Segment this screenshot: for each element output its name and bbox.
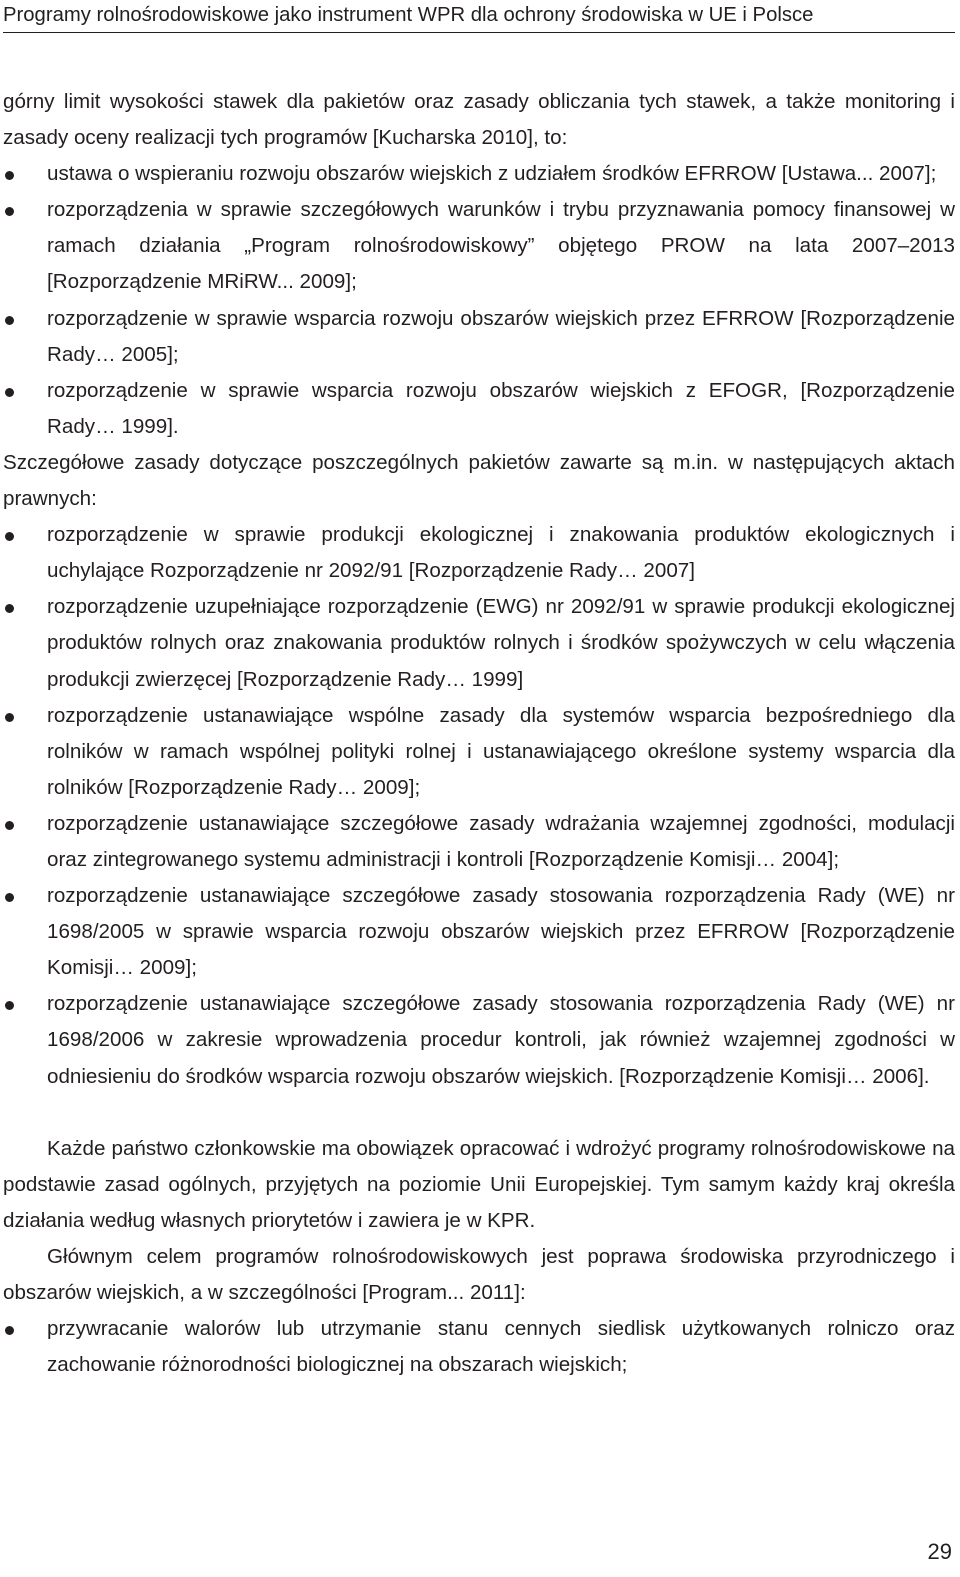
bullet-icon xyxy=(5,604,14,613)
intro-paragraph: górny limit wysokości stawek dla pakietów oraz zasady obliczania tych stawek, a także monitoring i zasady oceny realizacji tych programów [Kucharska 2010], to: xyxy=(3,90,955,150)
main-goal-paragraph: Głównym celem programów rolnośrodowiskowych jest poprawa środowiska przyrodniczego i obszarów wiejskich, a w szczególności [Program... 2011]: xyxy=(3,1244,955,1304)
bullet-icon xyxy=(5,893,14,902)
list-item: rozporządzenie ustanawiające szczegółowe zasady stosowania rozporządzenia Rady (WE) nr 1698/2006 w zakresie wprowadzenia procedur kontroli, jak również wzajemnej zgodności w odniesieniu do środków wsparcia rozwoju obszarów wiejskich. [Rozporządzenie Komisji… 2006]. xyxy=(3,986,955,1094)
bullet-icon xyxy=(5,316,14,325)
running-header: Programy rolnośrodowiskowe jako instrument WPR dla ochrony środowiska w UE i Polsce xyxy=(3,4,814,26)
bullet-icon xyxy=(5,821,14,830)
bullet-icon xyxy=(5,388,14,397)
detailed-rules-paragraph: Szczegółowe zasady dotyczące poszczególnych pakietów zawarte są m.in. w następujących aktach prawnych: xyxy=(3,450,955,511)
bullet-icon xyxy=(5,171,14,180)
list-item: ustawa o wspieraniu rozwoju obszarów wiejskich z udziałem środków EFRROW [Ustawa... 2007]; xyxy=(3,156,955,192)
list-item: przywracanie walorów lub utrzymanie stanu cennych siedlisk użytkowanych rolniczo oraz zachowanie różnorodności biologicznej na obszarach wiejskich; xyxy=(3,1311,955,1383)
list-item: rozporządzenie w sprawie wsparcia rozwoju obszarów wiejskich przez EFRROW [Rozporządzenie Rady… 2005]; xyxy=(3,301,955,373)
detailed-acts-list xyxy=(3,517,955,1095)
legal-acts-list xyxy=(3,156,955,445)
list-item: rozporządzenie ustanawiające wspólne zasady dla systemów wsparcia bezpośredniego dla rolników w ramach wspólnej polityki rolnej i ustanawiającego określone systemy wsparcia dla rolników [Rozporządzenie Rady… 2009]; xyxy=(3,698,955,806)
list-item: rozporządzenie w sprawie wsparcia rozwoju obszarów wiejskich z EFOGR, [Rozporządzenie Rady… 1999]. xyxy=(3,373,955,445)
goals-list xyxy=(3,1311,955,1383)
list-item: rozporządzenie uzupełniające rozporządzenie (EWG) nr 2092/91 w sprawie produkcji ekologicznej produktów rolnych oraz znakowania produktów rolnych i środków spożywczych w celu włączenia produkcji zwierzęcej [Rozporządzenie Rady… 1999] xyxy=(3,589,955,697)
paragraph-gap xyxy=(3,1095,955,1131)
bullet-icon xyxy=(5,207,14,216)
bullet-icon xyxy=(5,1326,14,1335)
bullet-icon xyxy=(5,1001,14,1010)
header-divider xyxy=(3,32,955,33)
body-text xyxy=(3,84,955,1383)
bullet-icon xyxy=(5,713,14,722)
member-states-paragraph: Każde państwo członkowskie ma obowiązek opracować i wdrożyć programy rolnośrodowiskowe na podstawie zasad ogólnych, przyjętych na poziomie Unii Europejskiej. Tym samym każdy kraj określa działania według własnych priorytetów i zawiera je w KPR. xyxy=(3,1136,955,1232)
page-number: 29 xyxy=(927,1539,952,1564)
list-item: rozporządzenia w sprawie szczegółowych warunków i trybu przyznawania pomocy finansowej w ramach działania „Program rolnośrodowiskowy” objętego PROW na lata 2007–2013 [Rozporządzenie MRiRW... 2009]; xyxy=(3,192,955,300)
list-item: rozporządzenie ustanawiające szczegółowe zasady stosowania rozporządzenia Rady (WE) nr 1698/2005 w sprawie wsparcia rozwoju obszarów wiejskich przez EFRROW [Rozporządzenie Komisji… 2009]; xyxy=(3,878,955,986)
bullet-icon xyxy=(5,532,14,541)
list-item: rozporządzenie w sprawie produkcji ekologicznej i znakowania produktów ekologicznych i uchylające Rozporządzenie nr 2092/91 [Rozporządzenie Rady… 2007] xyxy=(3,517,955,589)
list-item: rozporządzenie ustanawiające szczegółowe zasady wdrażania wzajemnej zgodności, modulacji oraz zintegrowanego systemu administracji i kontroli [Rozporządzenie Komisji… 2004]; xyxy=(3,806,955,878)
